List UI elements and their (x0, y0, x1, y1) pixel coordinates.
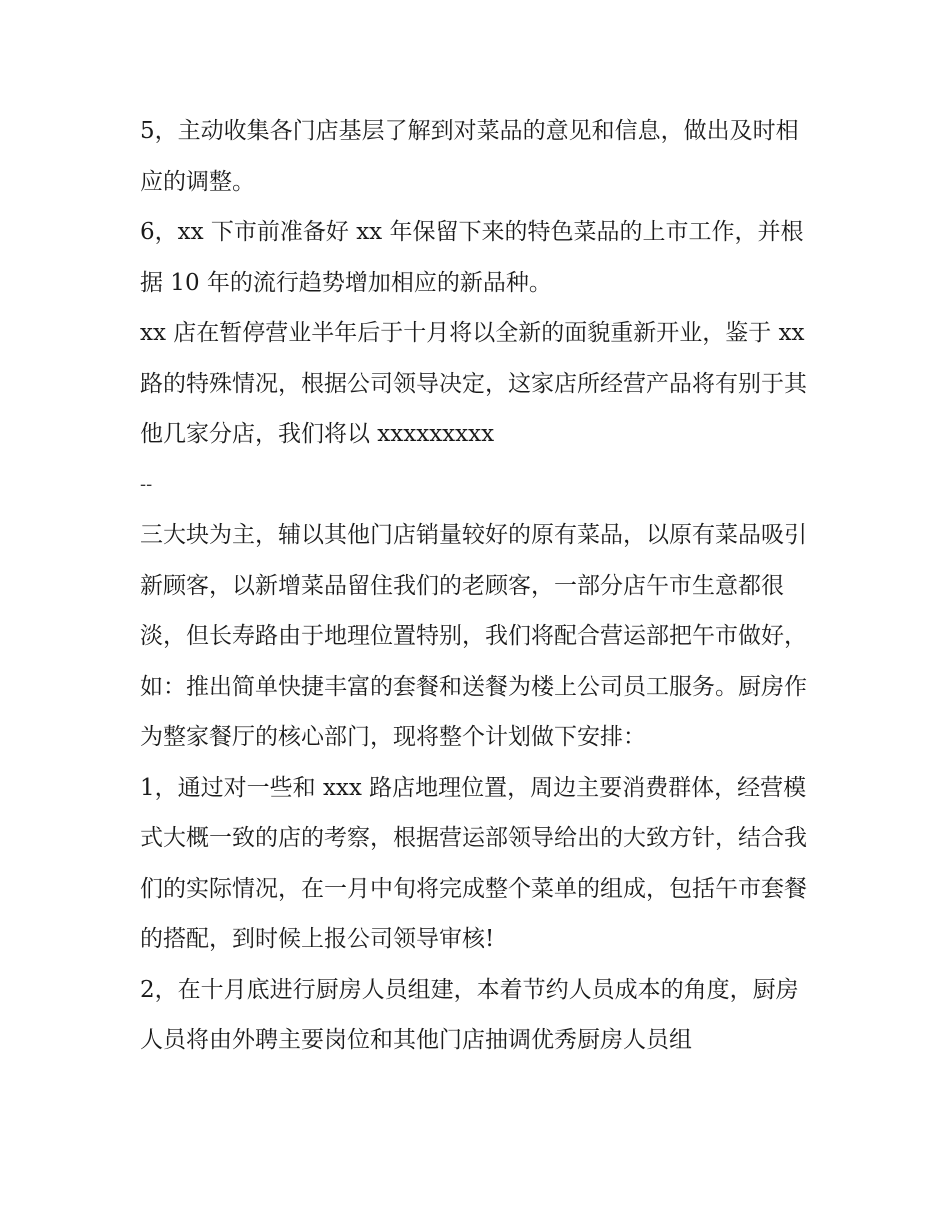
paragraph-item-2: 2，在十月底进行厨房人员组建，本着节约人员成本的角度，厨房人员将由外聘主要岗位和其他门店抽调优秀厨房人员组 (140, 976, 799, 1053)
paragraph-store-reopening: xx 店在暂停营业半年后于十月将以全新的面貌重新开业，鉴于 xx 路的特殊情况，根据公司领导决定，这家店所经营产品将有别于其他几家分店，我们将以 xxxxxxxxx (140, 320, 807, 447)
document-body (140, 106, 820, 1066)
paragraph-menu-plan: 三大块为主，辅以其他门店销量较好的原有菜品，以原有菜品吸引新顾客，以新增菜品留住我们的老顾客，一部分店午市生意都很淡，但长寿路由于地理位置特别，我们将配合营运部把午市做好，如：推出简单快捷丰富的套餐和送餐为楼上公司员工服务。厨房作为整家餐厅的核心部门，现将整个计划做下安排： (140, 522, 807, 750)
paragraph-item-5: 5，主动收集各门店基层了解到对菜品的意见和信息，做出及时相应的调整。 (140, 118, 799, 195)
paragraph-item-6: 6，xx 下市前准备好 xx 年保留下来的特色菜品的上市工作，并根据 10 年的流行趋势增加相应的新品种。 (140, 219, 804, 296)
separator-dashes: -- (140, 473, 153, 495)
paragraph-item-1: 1，通过对一些和 xxx 路店地理位置，周边主要消费群体，经营模式大概一致的店的考察，根据营运部领导给出的大致方针，结合我们的实际情况，在一月中旬将完成整个菜单的组成，包括午市套餐的搭配，到时候上报公司领导审核! (140, 774, 807, 952)
